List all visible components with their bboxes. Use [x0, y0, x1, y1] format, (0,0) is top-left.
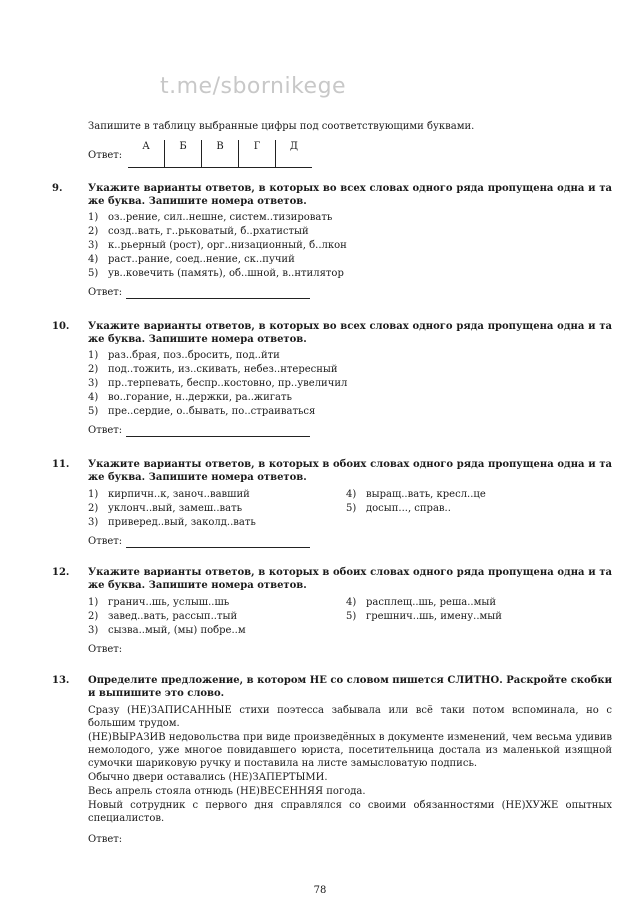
answer-row	[88, 286, 612, 299]
option-text: к..рьерный (рост), орг..низационный, б..лкон	[108, 240, 347, 251]
option-number: 2)	[88, 226, 99, 237]
list-item	[88, 502, 346, 515]
task-number: 11.	[52, 459, 70, 470]
task-number: 12.	[52, 567, 70, 578]
list-item: Обычно двери оставались (НЕ)ЗАПЕРТЫМИ.	[88, 772, 328, 783]
option-list	[88, 211, 612, 280]
answer-input-line[interactable]	[126, 424, 310, 437]
answer-input-line[interactable]	[126, 286, 310, 299]
list-item	[88, 349, 612, 362]
option-number: 4)	[88, 392, 99, 403]
answer-label: Ответ:	[88, 425, 123, 436]
option-number: 5)	[346, 503, 357, 514]
answer-row	[88, 643, 612, 656]
option-number: 2)	[88, 611, 99, 622]
list-item	[88, 225, 612, 238]
task-number: 13.	[52, 675, 70, 686]
option-text: во..горание, н..держки, ра..жигать	[108, 392, 292, 403]
table-header-b: Б	[165, 140, 202, 153]
option-text: оз..рение, сил..нешне, систем..тизировать	[108, 212, 333, 223]
list-item	[346, 596, 604, 609]
answer-label: Ответ:	[88, 644, 123, 655]
task-11	[52, 458, 612, 548]
list-item	[88, 488, 346, 501]
option-text: грешнич..шь, имену..мый	[366, 611, 502, 622]
list-item: (НЕ)ВЫРАЗИВ недовольства при виде произведённых в документе изменений, чем весьма удивив немолодого, уже многое повидавшего юриста, посетительница достала из маленькой изящной сумочки шариковую ручку и поставила на листе замысловатую подпись.	[88, 732, 612, 769]
option-number: 5)	[88, 406, 99, 417]
list-item	[88, 610, 346, 623]
task-12	[52, 566, 612, 656]
task-question: Укажите варианты ответов, в которых во всех словах одного ряда пропущена одна и та же буква. Запишите номера ответов.	[88, 183, 612, 207]
option-number: 4)	[346, 597, 357, 608]
option-number: 4)	[346, 489, 357, 500]
list-item	[88, 391, 612, 404]
list-item	[346, 610, 604, 623]
list-item	[88, 239, 612, 252]
list-item	[88, 211, 612, 224]
option-number: 2)	[88, 503, 99, 514]
task-question: Укажите варианты ответов, в которых во всех словах одного ряда пропущена одна и та же буква. Запишите номера ответов.	[88, 321, 612, 345]
option-number: 1)	[88, 489, 99, 500]
answer-cell[interactable]	[128, 153, 165, 168]
answer-label: Ответ:	[88, 834, 123, 845]
task-question: Укажите варианты ответов, в которых в обоих словах одного ряда пропущена одна и та же буква. Запишите номера ответов.	[88, 459, 612, 483]
answer-label: Ответ:	[88, 536, 123, 547]
task-10	[52, 320, 612, 437]
option-list	[88, 595, 612, 637]
answer-cell[interactable]	[165, 153, 202, 168]
task-13	[52, 674, 612, 846]
answer-input-line[interactable]	[126, 535, 310, 548]
answer-cell[interactable]	[276, 153, 313, 168]
option-text: гранич..шь, услыш..шь	[108, 597, 230, 608]
answer-label: Ответ:	[88, 150, 123, 161]
list-item	[88, 624, 346, 637]
option-number: 4)	[88, 254, 99, 265]
option-number: 3)	[88, 625, 99, 636]
list-item: Весь апрель стояла отнюдь (НЕ)ВЕСЕННЯЯ погода.	[88, 786, 366, 797]
answer-row	[88, 424, 612, 437]
option-number: 2)	[88, 364, 99, 375]
option-text: сызва..мый, (мы) побре..м	[108, 625, 246, 636]
option-text: ув..ковечить (память), об..шной, в..нтилятор	[108, 268, 344, 279]
page-number: 78	[313, 885, 327, 896]
sentence-list	[88, 704, 612, 825]
list-item: Новый сотрудник с первого дня справлялся со своими обязанностями (НЕ)ХУЖЕ опытных специалистов.	[88, 800, 612, 824]
option-number: 1)	[88, 597, 99, 608]
option-text: созд..вать, г..рьковатый, б..рхатистый	[108, 226, 309, 237]
answer-table-block	[88, 140, 368, 170]
task-9	[52, 182, 612, 299]
option-text: пр..терпевать, беспр..костовно, пр..увеличил	[108, 378, 348, 389]
answer-label: Ответ:	[88, 287, 123, 298]
option-number: 1)	[88, 212, 99, 223]
table-instruction: Запишите в таблицу выбранные цифры под соответствующими буквами.	[88, 121, 475, 132]
table-header-d: Д	[276, 140, 313, 153]
option-number: 3)	[88, 240, 99, 251]
task-question: Определите предложение, в котором НЕ со словом пишется СЛИТНО. Раскройте скобки и выпишите это слово.	[88, 675, 612, 699]
answer-cell[interactable]	[239, 153, 276, 168]
option-number: 1)	[88, 350, 99, 361]
answer-row	[88, 833, 612, 846]
option-text: под..тожить, из..скивать, небез..нтересный	[108, 364, 338, 375]
task-number: 9.	[52, 183, 63, 194]
option-text: расплещ..шь, реша..мый	[366, 597, 496, 608]
watermark: t.me/sbornikege	[160, 74, 347, 99]
list-item	[346, 488, 604, 501]
list-item: Сразу (НЕ)ЗАПИСАННЫЕ стихи поэтесса забывала или всё таки потом вспоминала, но с большим трудом.	[88, 705, 612, 729]
list-item	[88, 363, 612, 376]
option-text: раст..рание, соед..нение, ск..пучий	[108, 254, 295, 265]
table-header-g: Г	[239, 140, 276, 153]
option-text: раз..брая, поз..бросить, под..йти	[108, 350, 280, 361]
list-item	[88, 267, 612, 280]
option-text: завед..вать, рассып..тый	[108, 611, 238, 622]
option-text: пре..сердие, о..бывать, по..страиваться	[108, 406, 316, 417]
option-text: уклонч..вый, замеш..вать	[108, 503, 243, 514]
table-header-v: В	[202, 140, 239, 153]
option-number: 5)	[88, 268, 99, 279]
answer-row	[88, 535, 612, 548]
list-item	[88, 377, 612, 390]
option-text: кирпичн..к, заноч..вавший	[108, 489, 250, 500]
list-item	[88, 253, 612, 266]
list-item	[88, 405, 612, 418]
list-item	[88, 516, 346, 529]
option-text: досып..., справ..	[366, 503, 451, 514]
option-text: приверед..вый, заколд..вать	[108, 517, 256, 528]
list-item	[88, 596, 346, 609]
option-list	[88, 487, 612, 529]
option-number: 3)	[88, 517, 99, 528]
task-question: Укажите варианты ответов, в которых в обоих словах одного ряда пропущена одна и та же буква. Запишите номера ответов.	[88, 567, 612, 591]
option-number: 3)	[88, 378, 99, 389]
option-list	[88, 349, 612, 418]
list-item	[346, 502, 604, 515]
task-number: 10.	[52, 321, 70, 332]
table-header-a: А	[142, 141, 150, 152]
answer-table	[128, 140, 312, 168]
option-text: выращ..вать, кресл..це	[366, 489, 486, 500]
answer-cell[interactable]	[202, 153, 239, 168]
option-number: 5)	[346, 611, 357, 622]
